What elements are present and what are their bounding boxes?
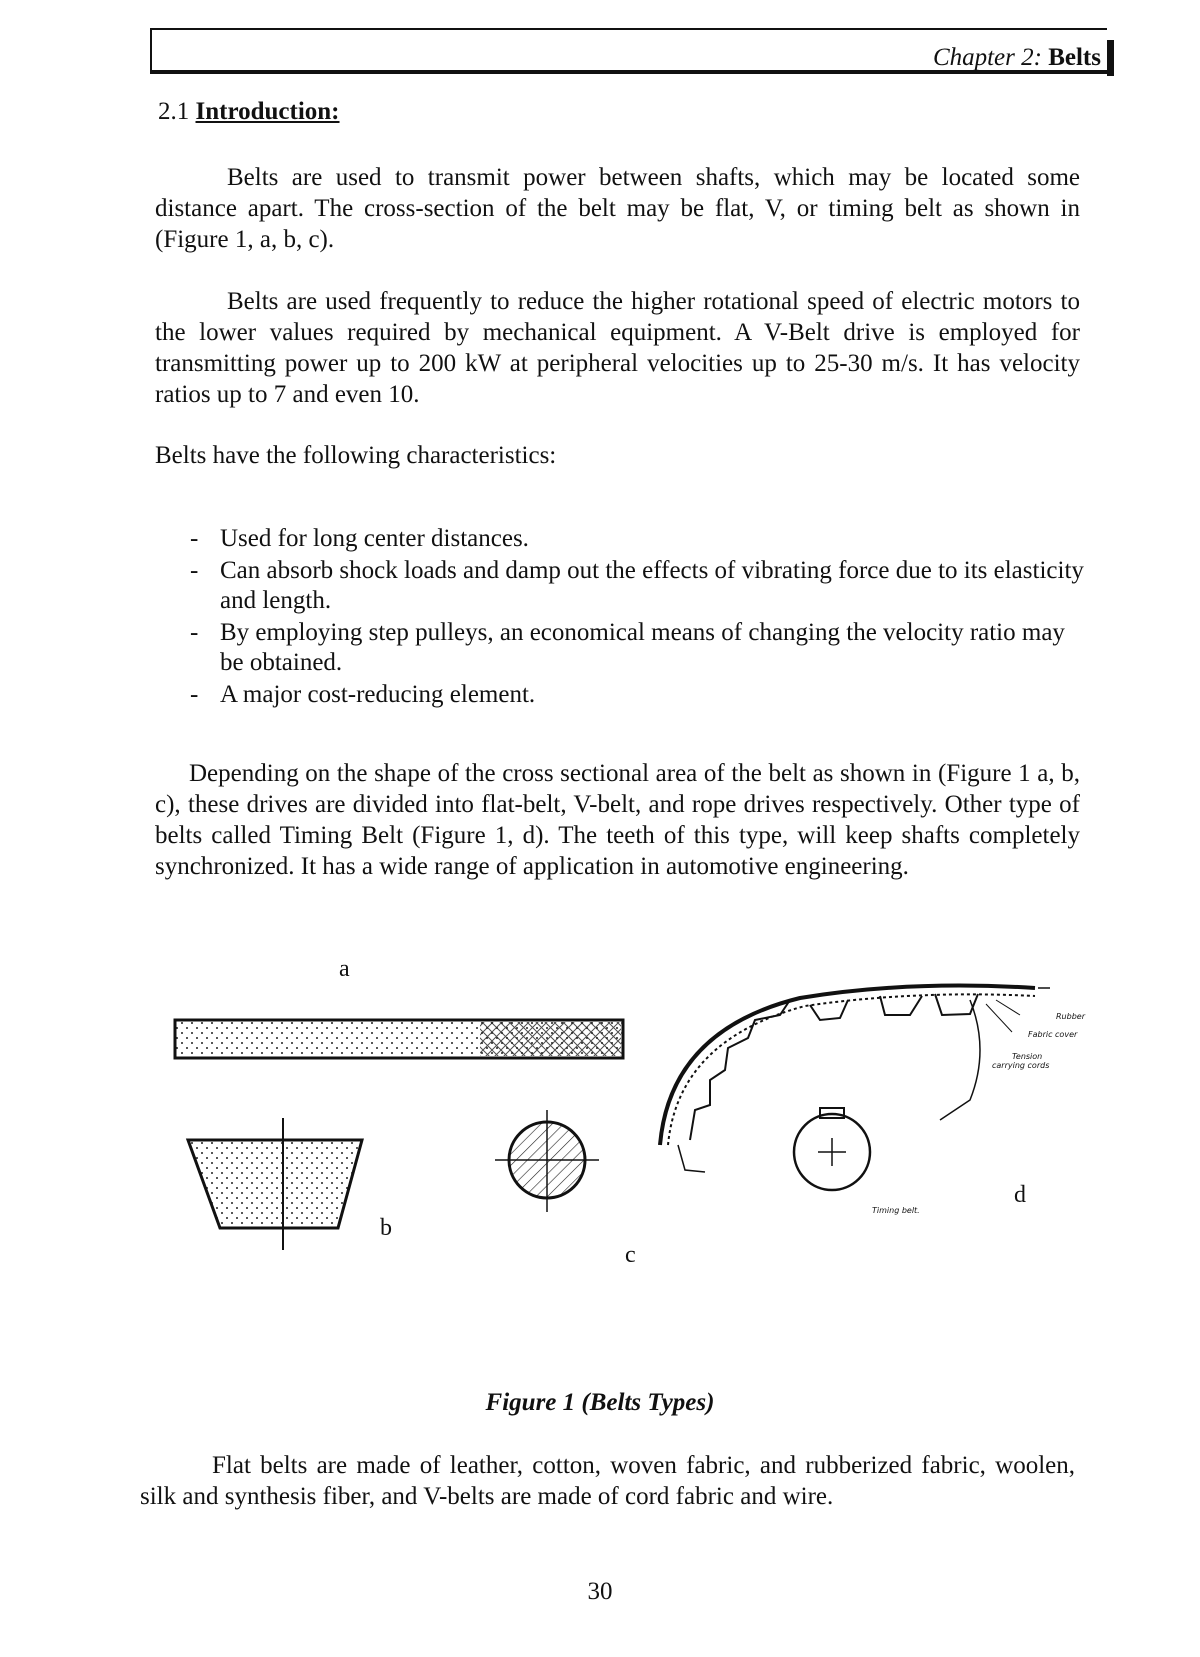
paragraph-intro-text: Belts are used to transmit power between shafts, which may be located some distance apart. The cross-section of the belt may be flat, V, or timing belt as shown in (Figure 1, a, b, c). xyxy=(155,164,1080,253)
section-heading xyxy=(158,98,340,126)
flat-belt-section xyxy=(175,1020,623,1058)
paragraph-intro xyxy=(155,162,1080,255)
callout-tension-cords: carrying cords xyxy=(992,1061,1050,1070)
section-number: 2.1 xyxy=(158,98,190,125)
paragraph-characteristics-intro xyxy=(155,440,1080,471)
paragraph-materials-text: Flat belts are made of leather, cotton, woven fabric, and rubberized fabric, woolen, silk and synthesis fiber, and V-belts are made of cord fabric and wire. xyxy=(140,1452,1075,1510)
figure-label-b: b xyxy=(380,1215,392,1241)
belt-types-drawing xyxy=(150,960,1120,1280)
paragraph-drive-types xyxy=(155,758,1080,882)
callout-rubber: Rubber xyxy=(1056,1012,1085,1021)
chapter-label: Chapter 2: xyxy=(932,44,1042,71)
figure-label-a: a xyxy=(339,956,350,982)
bullet-dash: - xyxy=(190,557,199,584)
rope-belt-section xyxy=(495,1110,599,1212)
figure-label-d: d xyxy=(1014,1182,1026,1208)
list-item xyxy=(190,618,1090,678)
paragraph-materials xyxy=(140,1450,1075,1512)
callout-fabric-cover: Fabric cover xyxy=(1028,1030,1078,1039)
callout-tension: Tension xyxy=(1012,1052,1043,1061)
paragraph-characteristics-text: Belts have the following characteristics: xyxy=(155,442,557,469)
bullet-dash: - xyxy=(190,619,199,646)
paragraph-usage-text: Belts are used frequently to reduce the higher rotational speed of electric motors to the lower values required by mechanical equipment. A V-Belt drive is employed for transmitting power up to 200 kW at peripheral velocities up to 25-30 m/s. It has velocity ratios up to 7 and even 10. xyxy=(155,288,1080,408)
list-item xyxy=(190,556,1090,616)
list-item xyxy=(190,524,1090,554)
figure-caption: Figure 1 (Belts Types) xyxy=(485,1389,715,1416)
list-item xyxy=(190,680,1090,710)
header-edge-mark xyxy=(1107,40,1114,76)
v-belt-section xyxy=(188,1118,362,1250)
paragraph-drive-types-text: Depending on the shape of the cross sectional area of the belt as shown in (Figure 1 a, b, c), these drives are divided into flat-belt, V-belt, and rope drives respectively. Other type of belts called Timing Belt (Figure 1, d). The teeth of this type, will keep shafts completely synchronized. It has a wide range of application in automotive engineering. xyxy=(155,760,1080,880)
timing-belt-drawing xyxy=(660,986,1050,1190)
list-item-text: Can absorb shock loads and damp out the effects of vibrating force due to its elasticity and length. xyxy=(220,557,1084,614)
paragraph-usage xyxy=(155,286,1080,410)
callout-timing-belt: Timing belt. xyxy=(872,1206,920,1215)
list-item-text: A major cost-reducing element. xyxy=(220,681,536,708)
chapter-header-text xyxy=(933,44,1101,72)
list-item-text: By employing step pulleys, an economical means of changing the velocity ratio may be obtained. xyxy=(220,619,1065,676)
bullet-dash: - xyxy=(190,681,199,708)
belt-types-figure xyxy=(150,956,1120,1280)
figure-label-c: c xyxy=(625,1242,636,1268)
chapter-header xyxy=(150,28,1107,74)
section-title: Introduction: xyxy=(195,98,340,125)
bullet-dash: - xyxy=(190,525,199,552)
list-item-text: Used for long center distances. xyxy=(220,525,529,552)
chapter-topic: Belts xyxy=(1048,44,1101,71)
page-number: 30 xyxy=(587,1578,613,1605)
characteristics-list xyxy=(190,524,1090,712)
